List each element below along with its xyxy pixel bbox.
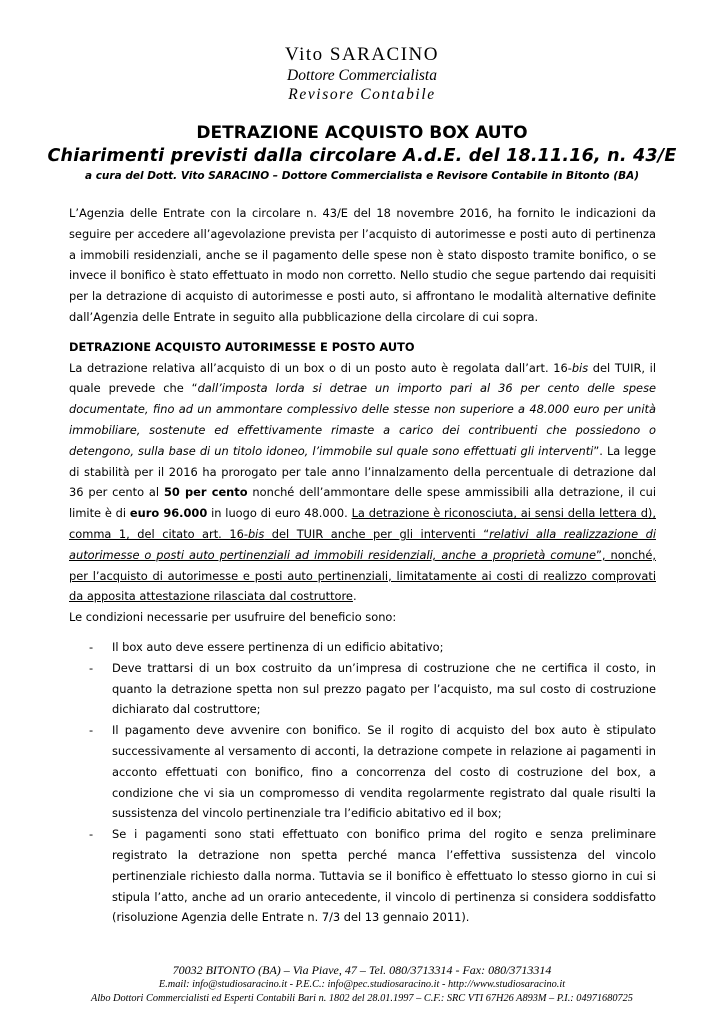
text-run: nonché dell’ammontare delle spese ammissibili alla detrazione, il cui limite è di	[69, 485, 657, 521]
list-item	[69, 658, 656, 720]
document-author: a cura del Dott. Vito SARACINO – Dottore Commercialista e Revisore Contabile in Bitonto (BA)	[84, 170, 640, 182]
underlined-quote: relativi alla realizzazione di autorimesse o posti auto pertinenziali ad immobili residenziali, anche a proprietà comune	[69, 526, 657, 562]
letterhead-title-commercialista: Dottore Commercialista	[287, 67, 437, 84]
document-subtitle: Chiarimenti previsti dalla circolare A.d.E. del 18.11.16, n. 43/E	[47, 146, 677, 166]
list-item-text: Il box auto deve essere pertinenza di un edificio abitativo;	[112, 639, 444, 654]
footer-contacts: E.mail: info@studiosaracino.it - P.E.C.: info@pec.studiosaracino.it - http://www.studiosaracino.it	[158, 979, 566, 990]
intro-paragraph: L’Agenzia delle Entrate con la circolare n. 43/E del 18 novembre 2016, ha fornito le indicazioni da seguire per accedere all’agevolazione prevista per l’acquisto di autorimesse e posti auto di pertinenza a immobili residenziali, anche se il pagamento delle spese non è stato disposto tramite bonifico, o se invece il bonifico è stato effettuato in modo non corretto. Nello studio che segue partendo dai requisiti per la detrazione di acquisto di autorimesse e posti auto, si affrontano le modalità alternative definite dall’Agenzia delle Entrate in seguito alla pubblicazione della circolare di cui sopra.	[69, 206, 656, 324]
conditions-list	[69, 637, 656, 928]
footer-registration: Albo Dottori Commercialisti ed Esperti Contabili Bari n. 1802 del 28.01.1997 – C.F.: SRC VTI 67H26 A893M – P.I.: 04971680725	[91, 993, 633, 1004]
list-bullet: -	[89, 639, 94, 654]
underlined-text-italic: bis	[247, 526, 265, 541]
page-footer	[0, 963, 724, 1006]
text-run: in luogo di euro 48.000.	[207, 506, 352, 521]
document-body	[69, 203, 656, 928]
law-quote: dall’imposta lorda si detrae un importo pari al 36 per cento delle spese documentate, fino ad un ammontare complessivo delle stesse non superiore a 48.000 euro per unità immobiliare, sostenute ed effettivamente rimaste a carico dei contribuenti che possiedono o detengono, sulla base di un titolo idoneo, l’immobile sul quale sono effettuati gli interventi	[69, 381, 657, 458]
limit-highlight: euro 96.000	[129, 506, 208, 521]
list-item	[69, 637, 656, 658]
underlined-text: La detrazione è riconosciuta, ai sensi della lettera d), comma 1, del citato art. 16-	[69, 506, 656, 541]
section-paragraph	[69, 358, 656, 608]
list-item-text: Se i pagamenti sono stati effettuato con bonifico prima del rogito e senza preliminare registrato la detrazione non spetta perché manca l’effettiva sussistenza del vincolo pertinenziale richiesto dalla norma. Tuttavia se il bonifico è effettuato lo stesso giorno in cui si stipula l’atto, anche ad un orario antecedente, il vincolo di pertinenza si considera soddisfatto (risoluzione Agenzia delle Entrate n. 7/3 del 13 gennaio 2011).	[112, 827, 656, 925]
text-run: La detrazione relativa all’acquisto di un box o di un posto auto è regolata dall’art. 16-	[69, 360, 572, 375]
document-title: DETRAZIONE ACQUISTO BOX AUTO	[196, 123, 528, 143]
list-item-text: Deve trattarsi di un box costruito da un’impresa di costruzione che ne certifica il costo, in quanto la detrazione spetta non sul prezzo pagato per l’acquisto, ma sul costo di costruzione dichiarato dal costruttore;	[112, 660, 656, 717]
letterhead-title-revisore: Revisore Contabile	[288, 86, 436, 103]
underlined-text: del TUIR anche per gli interventi “	[264, 526, 490, 541]
list-item	[69, 720, 656, 824]
text-run: del TUIR, il quale prevede che “	[69, 360, 656, 396]
percentage-highlight: 50 per cento	[163, 485, 248, 500]
text-run-italic: bis	[571, 360, 589, 375]
section-title: DETRAZIONE ACQUISTO AUTORIMESSE E POSTO AUTO	[69, 339, 415, 354]
list-bullet: -	[89, 827, 94, 842]
text-run: ”. La legge di stabilità per il 2016 ha prorogato per tale anno l’innalzamento della percentuale di detrazione dal 36 per cento al	[69, 443, 656, 500]
footer-address: 70032 BITONTO (BA) – Via Piave, 47 – Tel. 080/3713314 - Fax: 080/3713314	[172, 963, 552, 977]
underlined-text: ”, nonché, per l’acquisto di autorimesse e posti auto pertinenziali, limitatamente ai costi di realizzo comprovati da apposita attestazione rilasciata dal costruttore	[69, 547, 656, 604]
document-heading	[0, 122, 724, 184]
list-bullet: -	[89, 660, 94, 675]
letterhead-name: Vito SARACINO	[284, 44, 439, 65]
text-run: .	[352, 589, 357, 604]
letterhead	[0, 44, 724, 104]
list-item-text: Il pagamento deve avvenire con bonifico. Se il rogito di acquisto del box auto è stipulato successivamente al versamento di acconti, la detrazione compete in relazione ai pagamenti in acconto effettuati con bonifico, fino a concorrenza del costo di costruzione del box, a condizione che vi sia un compromesso di vendita regolarmente registrato dal quale risulti la sussistenza del vincolo pertinenziale tra l’edificio abitativo ed il box;	[112, 723, 656, 821]
list-bullet: -	[89, 723, 94, 738]
conditions-intro: Le condizioni necessarie per usufruire del beneficio sono:	[69, 610, 397, 625]
list-item	[69, 824, 656, 928]
